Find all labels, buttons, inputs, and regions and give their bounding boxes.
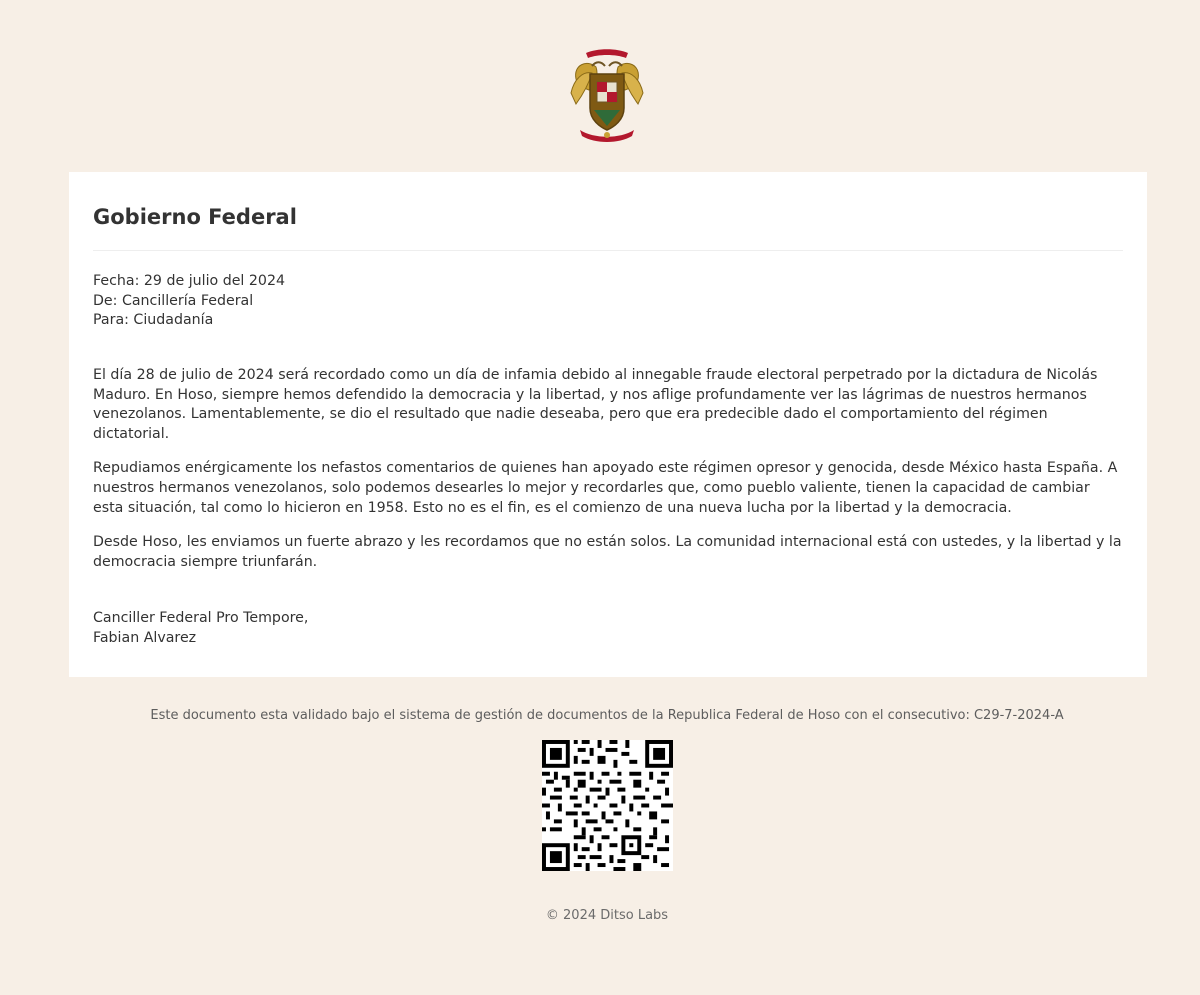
qr-code-icon — [542, 740, 673, 871]
coat-of-arms-emblem — [566, 48, 648, 144]
document-card — [69, 172, 1147, 677]
signature-title: Canciller Federal Pro Tempore, — [93, 610, 309, 626]
qr-code — [542, 740, 673, 871]
document-body — [93, 366, 1123, 587]
paragraph-3: Desde Hoso, les enviamos un fuerte abrazo y les recordamos que no están solos. La comunidad internacional está con ustedes, y la libertad y la democracia siempre triunfarán. — [93, 534, 1122, 570]
coat-of-arms-icon — [566, 48, 648, 144]
validation-text: Este documento esta validado bajo el sistema de gestión de documentos de la Republica Federal de Hoso con el consecutivo: C29-7-2024-A — [150, 708, 1064, 723]
document-date: Fecha: 29 de julio del 2024 — [93, 273, 285, 289]
paragraph-2: Repudiamos enérgicamente los nefastos comentarios de quienes han apoyado este régimen opresor y genocida, desde México hasta España. A nuestros hermanos venezolanos, solo podemos desearles lo mejor y recordarles que, como pueblo valiente, tienen la capacidad de cambiar esta situación, tal como lo hicieron en 1958. Esto no es el fin, es el comienzo de una nueva lucha por la libertad y la democracia. — [93, 460, 1118, 516]
paragraph-1: El día 28 de julio de 2024 será recordado como un día de infamia debido al innegable fraude electoral perpetrado por la dictadura de Nicolás Maduro. En Hoso, siempre hemos defendido la democracia y la libertad, y nos aflige profundamente ver las lágrimas de nuestros hermanos venezolanos. Lamentablemente, se dio el resultado que nadie deseaba, pero que era predecible dado el comportamiento del régimen dictatorial. — [93, 367, 1098, 442]
signature-block — [93, 609, 1123, 648]
document-meta — [93, 272, 1123, 331]
document-to: Para: Ciudadanía — [93, 312, 214, 329]
signature-name: Fabian Alvarez — [93, 629, 197, 646]
document-title: Gobierno Federal — [93, 205, 297, 229]
title-divider — [93, 250, 1123, 251]
copyright-text: © 2024 Ditso Labs — [545, 908, 669, 923]
document-from: De: Cancillería Federal — [93, 292, 254, 309]
